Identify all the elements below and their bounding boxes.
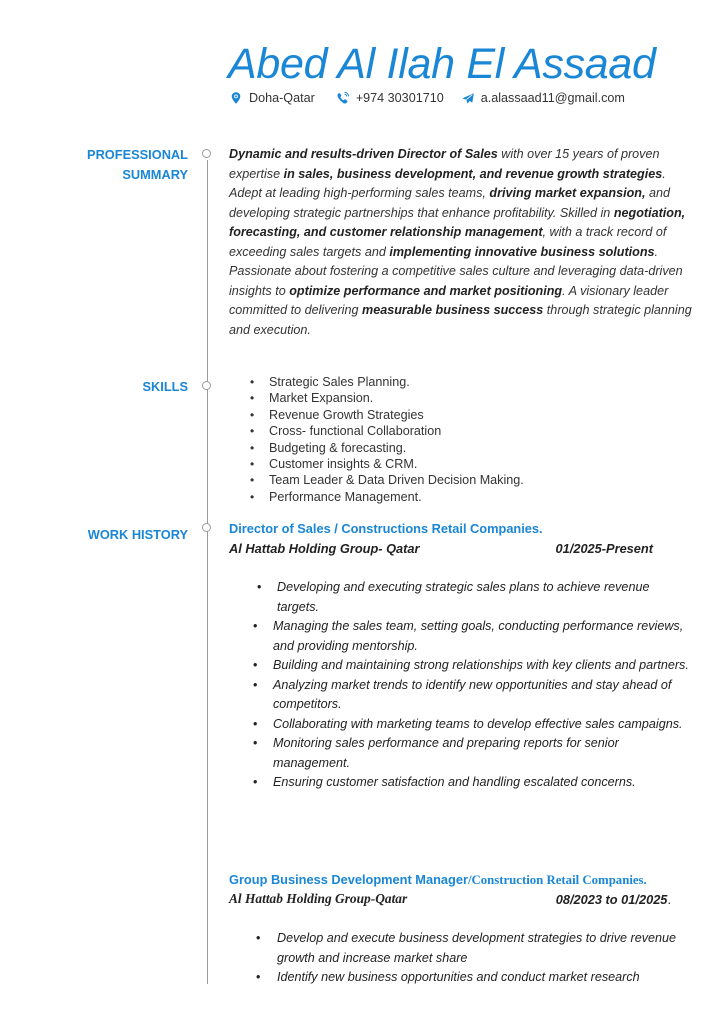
skills-list	[250, 374, 524, 505]
duty-item: • Ensuring customer satisfaction and handling escalated concerns.	[273, 773, 693, 793]
duty-item: • Collaborating with marketing teams to develop effective sales campaigns.	[273, 715, 693, 735]
timeline-node-work	[202, 523, 211, 532]
candidate-name: Abed Al Ilah El Assaad	[228, 40, 656, 88]
skill-item: • Performance Management.	[250, 489, 524, 505]
job-title-main: Group Business Development Manager	[229, 872, 468, 887]
job-title	[229, 872, 647, 888]
duty-item: • Develop and execute business development strategies to drive revenue growth and increase market share	[277, 929, 677, 968]
job-duties-list	[277, 929, 677, 988]
skill-item: • Revenue Growth Strategies	[250, 407, 524, 423]
duty-item: • Managing the sales team, setting goals, conducting performance reviews, and providing mentorship.	[273, 617, 693, 656]
summary-text: . Adept at leading high-performing sales teams,	[229, 166, 666, 200]
duty-item: • Monitoring sales performance and preparing reports for senior management.	[273, 734, 693, 773]
summary-highlight: negotiation, forecasting, and customer relationship management	[229, 205, 686, 239]
skill-item: • Customer insights & CRM.	[250, 456, 524, 472]
summary-text: , with a track record of exceeding sales targets and	[229, 225, 667, 259]
section-label-summary-line1: PROFESSIONAL	[87, 147, 188, 162]
summary-highlight: implementing innovative business solutions	[389, 244, 655, 259]
duty-item: • Developing and executing strategic sales plans to achieve revenue targets.	[273, 578, 693, 617]
job-company: Al Hattab Holding Group-Qatar	[229, 891, 408, 906]
job-dates-range: 08/2023 to 01/2025	[555, 892, 668, 907]
skill-item: • Market Expansion.	[250, 390, 524, 406]
job-dates: 01/2025-Present	[555, 541, 653, 556]
timeline-line	[207, 160, 208, 984]
timeline-node-skills	[202, 381, 211, 390]
summary-text: and developing strategic partnerships that enhance profitability. Skilled in	[229, 186, 671, 220]
contact-location	[229, 91, 315, 105]
section-label-skills: SKILLS	[142, 379, 188, 394]
skill-item: • Strategic Sales Planning.	[250, 374, 524, 390]
duty-item: • Identify new business opportunities and conduct market research	[277, 968, 677, 988]
contact-info	[229, 90, 625, 106]
summary-text: through strategic planning and execution.	[229, 303, 692, 337]
job-company: Al Hattab Holding Group- Qatar	[229, 541, 420, 556]
job-dates	[556, 892, 671, 907]
phone-text: +974 30301710	[355, 91, 444, 105]
section-label-summary-line2: SUMMARY	[122, 166, 188, 182]
skill-item: • Team Leader & Data Driven Decision Making.	[250, 472, 524, 488]
summary-text: with over 15 years of proven expertise	[229, 147, 660, 181]
summary-text: . Passionate about fostering a competitive sales culture and leveraging data-driven insights to	[229, 244, 683, 298]
email-text[interactable]: a.alassaad11@gmail.com	[480, 91, 625, 105]
summary-text: . A visionary leader committed to delivering	[229, 283, 669, 317]
summary-highlight: measurable business success	[362, 303, 544, 317]
location-text: Doha-Qatar	[249, 91, 315, 105]
summary-highlight: in sales, business development, and revenue growth strategies	[283, 166, 663, 181]
summary-highlight: driving market expansion,	[489, 186, 646, 200]
job-dates-suffix: .	[667, 892, 671, 907]
section-label-summary	[87, 145, 188, 184]
job-title-suffix: /Construction Retail Companies.	[467, 873, 647, 887]
location-pin-icon	[229, 91, 243, 105]
section-label-work-history: WORK HISTORY	[87, 527, 188, 542]
professional-summary-text	[229, 145, 699, 340]
phone-icon	[336, 91, 350, 105]
timeline-node-summary	[202, 149, 211, 158]
job-title: Director of Sales / Constructions Retail Companies.	[229, 521, 543, 536]
skill-item: • Cross- functional Collaboration	[250, 423, 524, 439]
contact-phone	[336, 91, 444, 105]
summary-highlight: optimize performance and market positioning	[289, 283, 563, 298]
duty-item: • Analyzing market trends to identify new opportunities and stay ahead of competitors.	[273, 676, 693, 715]
summary-highlight: Dynamic and results-driven Director of Sales	[229, 147, 498, 161]
duty-item: • Building and maintaining strong relationships with key clients and partners.	[273, 656, 693, 676]
job-duties-list	[273, 578, 693, 793]
skill-item: • Budgeting & forecasting.	[250, 440, 524, 456]
send-icon	[461, 91, 475, 105]
contact-email	[461, 91, 625, 105]
